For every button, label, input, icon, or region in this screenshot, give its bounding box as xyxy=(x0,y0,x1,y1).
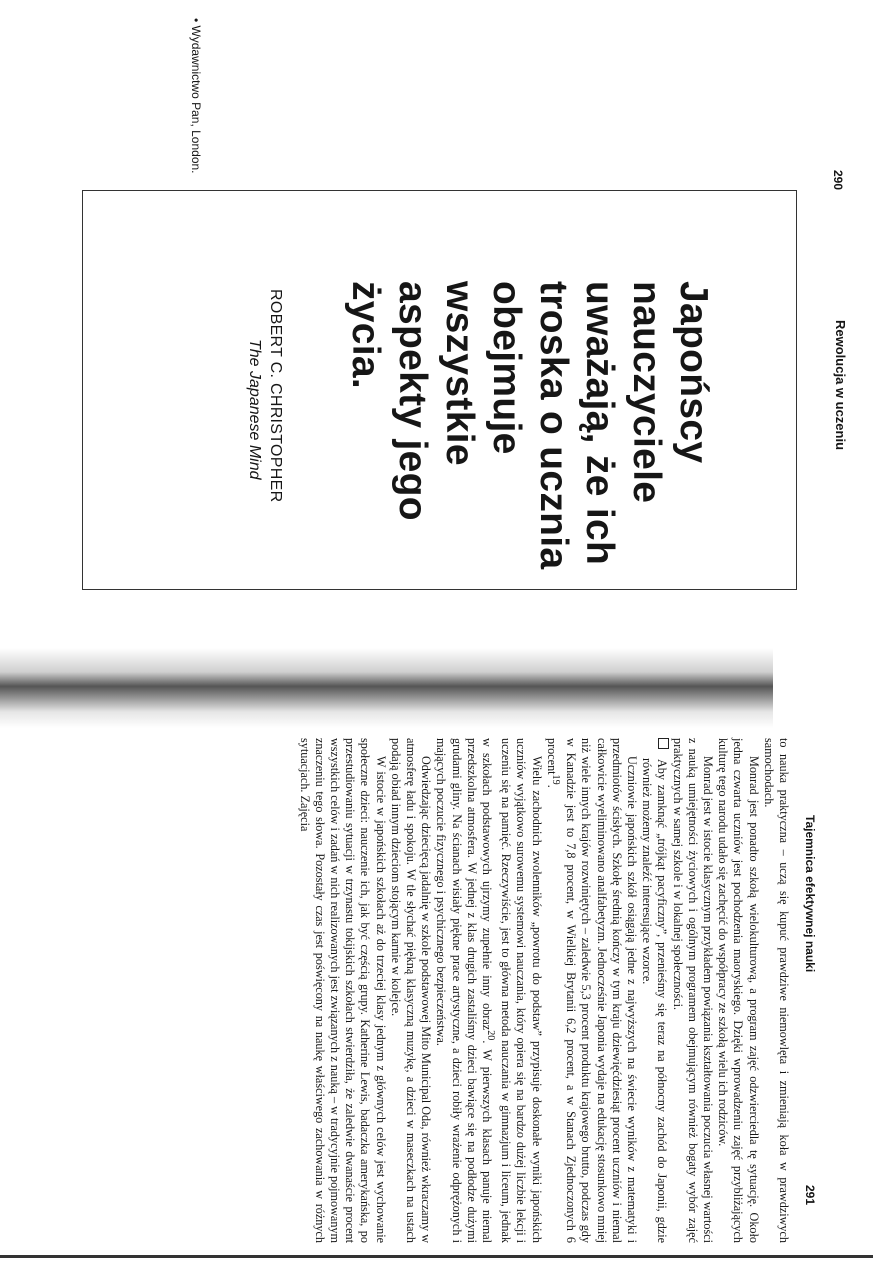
paragraph: to nauka praktyczna – uczą się kupuć prawdziwe niemowlęta i zmieniają koła w prawdziwych samochodach. xyxy=(761,738,791,1243)
paragraph: W istocie w japońskich szkołach aż do trzeciej klasy jednym z głównych celów jest wychowanie społeczne dzieci: nauczenie ich, jak być częścią grupy. Katherine Lewis, badaczka amerykańska, po przestudiowaniu sytuacji w trzynastu tokijskich szkołach stwierdziła, że zaledwie dwanaście procent wszystkich celów i zadań w nich realizowanych jest związanych z nauką – w tradycyjnie pojmowanym znaczeniu tego słowa. Pozostały czas jest poświęcony na naukę właściwego zachowania w różnych sytuacjach. Zajęcia xyxy=(297,738,388,1243)
paragraph-bullet xyxy=(639,738,669,1243)
quote-line: aspekty jego xyxy=(391,281,435,521)
paragraph: Odwiedzając dziecięcą jadalnię w szkole podstawowej Mito Municipal Oda, również wkraczamy w atmosferę ładu i spokoju. W tle słychać piękną klasyczną muzykę, a dzieci w maseczkach na ustach podają obiad innym dzieciom stojącym karnie w kolejce. xyxy=(388,738,434,1243)
quote-line: troska o ucznia xyxy=(531,281,575,570)
quote-line: Japońscy xyxy=(672,281,715,464)
quote-author: ROBERT C. CHRISTOPHER xyxy=(267,289,284,503)
paragraph xyxy=(433,738,543,1243)
square-bullet-icon xyxy=(658,738,669,749)
quote-box xyxy=(82,190,797,590)
paragraph-text: Wielu zachodnich zwolenników „powrotu do podstaw” przypisuje doskonałe wyniki japońskich uczniów wyjątkowo surowemu systemowi nauczania, który opiera się na bardzo dużej liczbie lekcji i uczeniu się na pamięć. Rzeczywiście, jest to główna metoda nauczania w gimnazjum i liceum, jednak w szkołach podstawowych ujrzymy zupełnie inny obraz xyxy=(480,738,544,1243)
left-footnote: • Wydawnictwo Pan, London. xyxy=(189,18,203,174)
quote-line: obejmuje wszystkie xyxy=(438,281,528,466)
quote-source-title: The Japanese Mind xyxy=(246,339,263,480)
left-running-head: Rewolucja w uczeniu xyxy=(833,320,848,451)
paragraph: Monrad jest w istocie klasycznym przykładem powiązania kształtowania poczucia własnej wartości z nauką umiejętności życiowych i ogólnym programem obejmującym również bogaty wybór zajęć praktycznych w samej szkole i w lokalnej społeczności. xyxy=(670,738,715,1243)
page-edge-line xyxy=(0,1255,873,1258)
quote-line: życia. xyxy=(344,281,388,390)
footnote-ref: 19 xyxy=(549,774,561,785)
paragraph-text: Uczniowie japońskich szkół osiągają jedne z najwyższych na świecie wyników z matematyki i przedmiotów ścisłych. Szkołę średnią kończy w tym kraju dziewięćdziesiąt procent uczniów i niemal całkowicie wyeliminowano analfabetyzm. Jednocześnie Japonia wydaje na edukację stosunkowo mniej niż wiele innych krajów rozwiniętych – zaledwie 5,3 procent produktu krajowego brutto, podczas gdy w Kanadzie jest to 7,8 procent, w Wielkiej Brytanii 6,2 procent, a w Stanach Zjednoczonych 6 procent xyxy=(544,738,639,1243)
paragraph: Monrad jest ponadto szkołą wielokulturową, a program zajęć odzwierciedla tę sytuację. Około jedna czwarta uczniów jest pochodzenia maoryskiego. Dzięki wprowadzeniu zajęć przybliżających kulturę tego narodu udało się zachęcić do współpracy ze szkołą wielu ich rodziców. xyxy=(716,738,761,1243)
right-page-body xyxy=(296,738,791,1243)
quote-line: nauczyciele xyxy=(625,281,669,504)
right-page-number: 291 xyxy=(803,1185,817,1206)
quote-line: uważają, że ich xyxy=(578,281,622,566)
right-running-head: Tajemnica efektywnej nauki xyxy=(803,815,817,973)
paragraph: Uczniowie japońskich szkół osiągają jedne z najwyższych na świecie wyników z matematyki i przedmiotów ścisłych. Szkołę średnią kończy w tym kraju dziewięćdziesiąt procent uczniów i niemal całkowicie wyeliminowano analfabetyzm. Jednocześnie Japonia wydaje na edukację stosunkowo mniej niż wiele innych krajów rozwiniętych – zaledwie 5,3 procent produktu krajowego brutto, podczas gdy w Kanadzie jest to 7,8 procent, w Wielkiej Brytanii 6,2 procent, a w Stanach Zjednoczonych 6 procent$^{19}$. xyxy=(544,738,639,1243)
book-gutter-shadow xyxy=(0,648,773,728)
paragraph-text: Aby zamknąć „trójkąt pacyficzny”, przenieśmy się teraz na północny zachód do Japonii, gdzie również możemy znaleźć interesujące wzorce. xyxy=(640,758,670,1243)
left-page-number: 290 xyxy=(831,170,845,191)
paragraph-text: . W pierwszych klasach panuje niemal przedszkolna atmosfera. W jednej z klas drugich zastaliśmy dzieci bawiące się na podłodze dużymi grudami gliny. Na ścianach wisiały piękne prace artystyczne, a dzieci robiły wrażenie odprężonych i mających poczucie fizycznego i psychicznego bezpieczeństwa. xyxy=(434,738,495,1243)
pull-quote xyxy=(342,281,716,571)
footnote-ref: 20 xyxy=(485,1030,497,1041)
